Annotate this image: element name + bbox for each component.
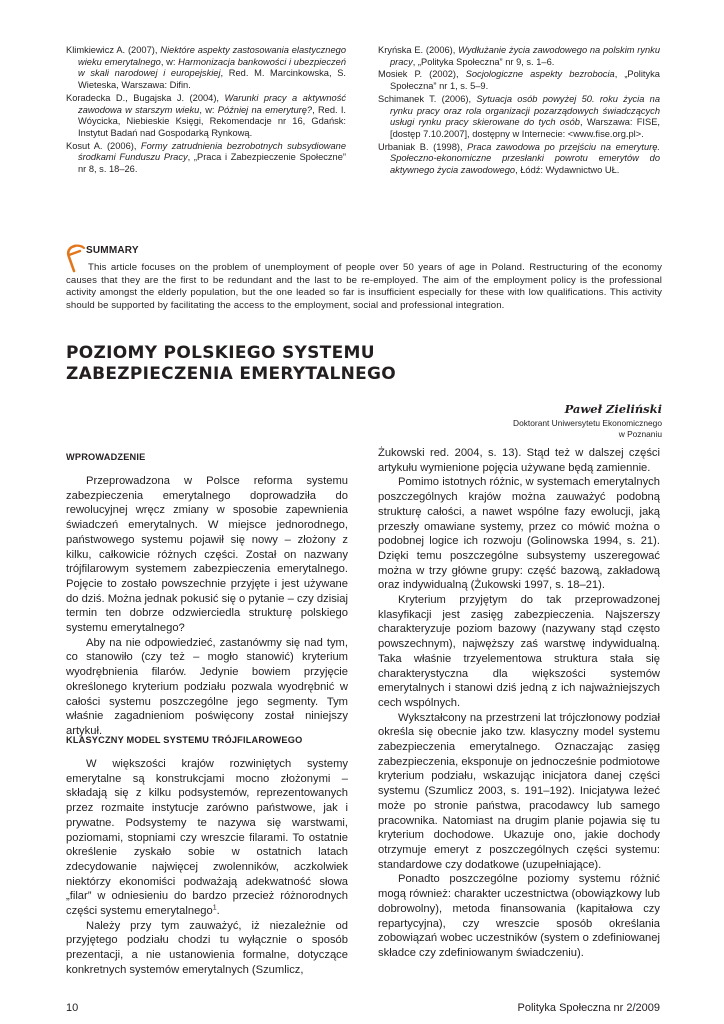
section-heading: WPROWADZENIE (66, 452, 146, 462)
article-title-line: POZIOMY POLSKIEGO SYSTEMU (66, 343, 375, 363)
reference-text: , Warszawa: FISE, [dostęp 7.10.2007], dostępny w Internecie: <www.fise.org.pl>. (390, 117, 660, 139)
body-column-left (66, 474, 348, 739)
article-title (66, 343, 486, 385)
paragraph: Należy przy tym zauważyć, iż niezależnie od przyjętego podziału chodzi tu wyłącznie o sposób prezentacji, a nie ustanowienia formalne, dotyczące konkretnych systemów emerytalnych (Szumlicz, (66, 919, 348, 976)
reference-author: Schimanek T. (2006), (378, 93, 477, 104)
journal-footer: Polityka Społeczna nr 2/2009 (517, 1002, 660, 1014)
paragraph: Wykształcony na przestrzeni lat trójczłonowy podział określa się obecnie jako tzw. klasyczny model systemu zabezpieczenia emerytalnego. Oznaczając zasięg zabezpieczenia, eksponuje on jednocześnie podmiotowe kryterium podziału, wskazując inicjatora danej części systemu (Szumlicz 2003, s. 191–192). Inicjatywa leżeć może po stronie państwa, pracodawcy lub samego pracownika. Natomiast na drugim planie pojawia się tu kryterium dochodowe. Ukazuje ono, jakie dochody otrzymuje emeryt z poszczególnych części systemu: standardowe czy dodatkowe (uzupełniające). (378, 711, 660, 871)
reference-text: , Red. M. Marcinkowska, S. Wieteska, Warszawa: Difin. (78, 68, 346, 91)
affiliation-line: w Poznaniu (618, 429, 662, 439)
reference-text: , „Polityka Społeczna” nr 1, s. 5–9. (390, 69, 660, 92)
page-number: 10 (66, 1002, 79, 1014)
reference-author: Urbaniak B. (1998), (378, 141, 468, 152)
reference-text: , w: (199, 104, 218, 115)
reference-item (66, 93, 346, 140)
paragraph: Aby na nie odpowiedzieć, zastanówmy się nad tym, co stanowiło (czy też – mogło stanowić) kryterium wyodrębnienia filarów. Jedynie bowiem przyjęcie określonego kryterium podziału pozwala wyodrębnić w całości systemu poszczególne jego segmenty. Tym właśnie zagadnieniom poświęcony został niniejszy artykuł. (66, 636, 348, 737)
reference-item (378, 45, 660, 68)
paragraph-text: . (216, 905, 220, 918)
author-name: Paweł Zieliński (564, 402, 662, 416)
body-column-left-2 (66, 757, 348, 978)
references-right (378, 45, 660, 178)
reference-title: Sytuacja osób powyżej 50. roku życia na rynku pracy oraz rola organizacji pozarządowych świadczących usługi rynku pracy skierowane do tych osób (390, 93, 660, 128)
article-title-line: ZABEZPIECZENIA EMERYTALNEGO (66, 364, 397, 384)
reference-title: Warunki pracy a aktywność zawodowa w starszym wieku (78, 92, 346, 115)
reference-title: Niektóre aspekty zastosowania elastycznego wieku emerytalnego (78, 45, 346, 67)
reference-author: Kosut A. (2006), (66, 140, 141, 151)
reference-title: Później na emeryturę? (217, 104, 313, 115)
reference-item (378, 142, 660, 177)
paragraph: Pomimo istotnych różnic, w systemach emerytalnych poszczególnych krajów można zauważyć podobną strukturę całości, a nawet wspólne fazy ewolucji, jaką przeszły omawiane systemy, przez co mówić można o podobnej logice ich rozwoju (Golinowska 1994, s. 21). Dzięki temu poszczególne subsystemy uszeregować można w trzy główne grupy: część bazową, zakładową oraz indywidualną (Żukowski 1997, s. 18–21). (378, 476, 660, 592)
reference-text: , „Polityka Społeczna” nr 9, s. 1–6. (412, 56, 555, 67)
paragraph: Ponadto poszczególne poziomy systemu różnić mogą również: charakter uczestnictwa (obowiązkowy lub dobrowolny), metoda finansowania (kapitałowa czy repartycyjna), czy wreszcie sposób określania zobowiązań wobec uczestników (system o zdefiniowanej składce czy zdefiniowanym świadczeniu). (378, 873, 660, 959)
reference-item (66, 141, 346, 176)
reference-text: , w: (160, 56, 179, 67)
summary-heading: SUMMARY (86, 245, 139, 256)
paragraph: Przeprowadzona w Polsce reforma systemu zabezpieczenia emerytalnego doprowadziła do rewolucyjnej wręcz zmiany w sposobie zapewnienia świadczeń emerytalnych. W miejsce jednorodnego, państwowego systemu pojawił się nowy – złożony z kilku, całkowicie różnych części. Został on nazwany trójfilarowym systemem zabezpieczenia emerytalnego. Pojęcie to zostało powszechnie przyjęte i jest używane do dziś. Można jednak pokusić się o pytanie – czy dzisiaj termin ten dobrze odzwierciedla strukturę polskiego systemu emerytalnego? (66, 475, 348, 635)
paragraph (66, 757, 348, 919)
reference-item (378, 69, 660, 92)
reference-author: Kryńska E. (2006), (378, 45, 459, 55)
reference-author: Koradecka D., Bugajska J. (2004), (66, 92, 225, 103)
references-left (66, 45, 346, 177)
reference-title: Praca zawodowa po przejściu na emeryturę. Społeczno-ekonomiczne przesłanki powrotu emerytów do aktywnego życia zawodowego (390, 141, 660, 176)
paragraph: Żukowski red. 2004, s. 13). Stąd też w dalszej części artykułu wymienione pojęcia używane będą zamiennie. (378, 447, 660, 474)
reference-item (66, 45, 346, 92)
body-column-right (378, 446, 660, 961)
paragraph: Kryterium przyjętym do tak przeprowadzonej klasyfikacji jest zasięg zabezpieczenia. Najszerszy charakteryzuje poziom bazowy (nazywany stąd często powszechnym), najwęższy zaś warstwę indywidualną. Taka właśnie trzyelementowa struktura stała się charakterystyczna dla większości systemów emerytalnych i stanowi dziś jedną z ich najważniejszych cech wspólnych. (378, 594, 660, 709)
reference-author: Klimkiewicz A. (2007), (66, 45, 161, 55)
reference-text: , Red. I. Wóycicka, Niebieskie Księgi, Rekomendacje nr 16, Gdańsk: Instytut Badań nad Gospodarką Rynkową. (78, 104, 346, 138)
reference-title: Wydłużanie życia zawodowego na polskim rynku pracy (390, 45, 660, 67)
paragraph-text: W większości krajów rozwiniętych systemy emerytalne są konstrukcjami mocno złożonymi – składają się z kilku podsystemów, reprezentowanych przez rozmaite instytucje zarówno państwowe, jak i prywatne. Podsystemy te nazywa się warstwami, poziomami, stopniami czy wreszcie filarami. To ostatnie określenie zyskało sobie w ostatnich latach zdecydowanie najwięcej zwolenników, aczkolwiek niektórzy ekonomiści podważają adekwatność słowa „filar” w odniesieniu do bardzo przecież różnorodnych części systemu emerytalnego (66, 758, 348, 918)
summary-text: This article focuses on the problem of unemployment of people over 50 years of age in Poland. Restructuring of the economy causes that they are the first to be redundant and the last to be re-employed. The aim of the employment policy is the professional activity amongst the elderly population, but the one leaded so far is insufficient especially for these with low qualifications. This activity should be supported by facilitating the access to the employment, social and professional integration. (66, 262, 662, 311)
affiliation-line: Doktorant Uniwersytetu Ekonomicznego (513, 418, 662, 428)
section-heading: KLASYCZNY MODEL SYSTEMU TRÓJFILAROWEGO (66, 735, 303, 745)
reference-text: , Łódź: Wydawnictwo UŁ. (515, 165, 620, 176)
reference-title: Harmonizacja bankowości i ubezpieczeń w skali narodowej i europejskiej (78, 56, 347, 79)
author-affiliation (482, 418, 662, 440)
reference-text: , „Praca i Zabezpieczenie Społeczne” nr 8, s. 18–26. (78, 152, 346, 175)
reference-title: Formy zatrudnienia bezrobotnych subsydiowane środkami Funduszu Pracy (78, 140, 346, 163)
reference-title: Socjologiczne aspekty bezrobocia (465, 69, 615, 80)
reference-item (378, 94, 660, 141)
reference-author: Mosiek P. (2002), (378, 69, 466, 80)
footnote-marker: 1 (212, 904, 217, 912)
